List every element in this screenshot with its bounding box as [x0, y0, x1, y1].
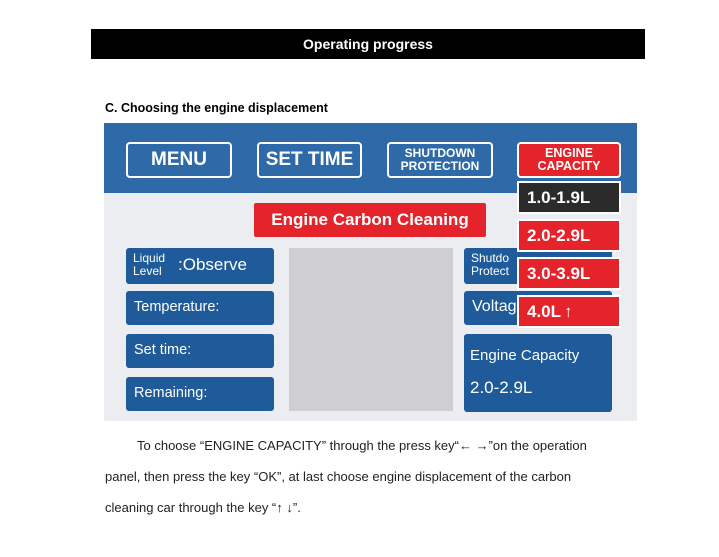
- liquid-level-value: :Observe: [178, 255, 247, 274]
- engine-capacity-button[interactable]: [517, 142, 621, 178]
- capacity-option-1[interactable]: 1.0-1.9L: [517, 181, 621, 214]
- liquid-level-line1: Liquid: [133, 251, 166, 265]
- instruction-line-2: panel, then press the key “OK”, at last choose engine displacement of the carbon: [105, 469, 572, 484]
- section-title: C. Choosing the engine displacement: [105, 101, 328, 115]
- set-time-box: [126, 334, 274, 368]
- set-time-label: Set time:: [134, 342, 192, 358]
- shutdown-protection-button[interactable]: [387, 142, 493, 178]
- set-time-button[interactable]: SET TIME: [257, 142, 362, 178]
- engine-capacity-value: 2.0-2.9L: [470, 378, 533, 397]
- engine-capacity-label: Engine Capacity: [470, 347, 580, 364]
- capacity-option-4-label: 4.0L: [527, 301, 562, 321]
- remaining-box: [126, 377, 274, 411]
- mode-title: Engine Carbon Cleaning: [254, 203, 486, 237]
- temperature-box: [126, 291, 274, 325]
- arrow-up-icon: ↑: [564, 301, 573, 321]
- menu-button[interactable]: MENU: [126, 142, 232, 178]
- capacity-option-2[interactable]: 2.0-2.9L: [517, 219, 621, 252]
- voltage-label: Voltag: [472, 298, 517, 315]
- shutdown-protect-line2: Protect: [471, 264, 510, 278]
- engine-line2: CAPACITY: [537, 159, 601, 173]
- engine-capacity-box: [464, 334, 612, 412]
- page-title: Operating progress: [303, 36, 433, 52]
- shutdown-line1: SHUTDOWN: [404, 146, 476, 160]
- instruction-line-1: To choose “ENGINE CAPACITY” through the press key“← →”on the operation: [137, 438, 587, 453]
- remaining-label: Remaining:: [134, 385, 208, 401]
- shutdown-line2: PROTECTION: [400, 159, 480, 173]
- engine-line1: ENGINE: [545, 146, 593, 160]
- liquid-level-box: [126, 248, 274, 284]
- instruction-line-3: cleaning car through the key “↑ ↓”.: [105, 500, 301, 515]
- capacity-option-4[interactable]: [517, 295, 621, 328]
- control-panel-screen: [104, 123, 637, 421]
- liquid-level-line2: Level: [133, 264, 162, 278]
- display-image-area: [289, 248, 453, 411]
- temperature-label: Temperature:: [134, 299, 220, 315]
- shutdown-protect-line1: Shutdo: [471, 251, 510, 265]
- header-bar: [91, 29, 645, 59]
- capacity-option-3[interactable]: 3.0-3.9L: [517, 257, 621, 290]
